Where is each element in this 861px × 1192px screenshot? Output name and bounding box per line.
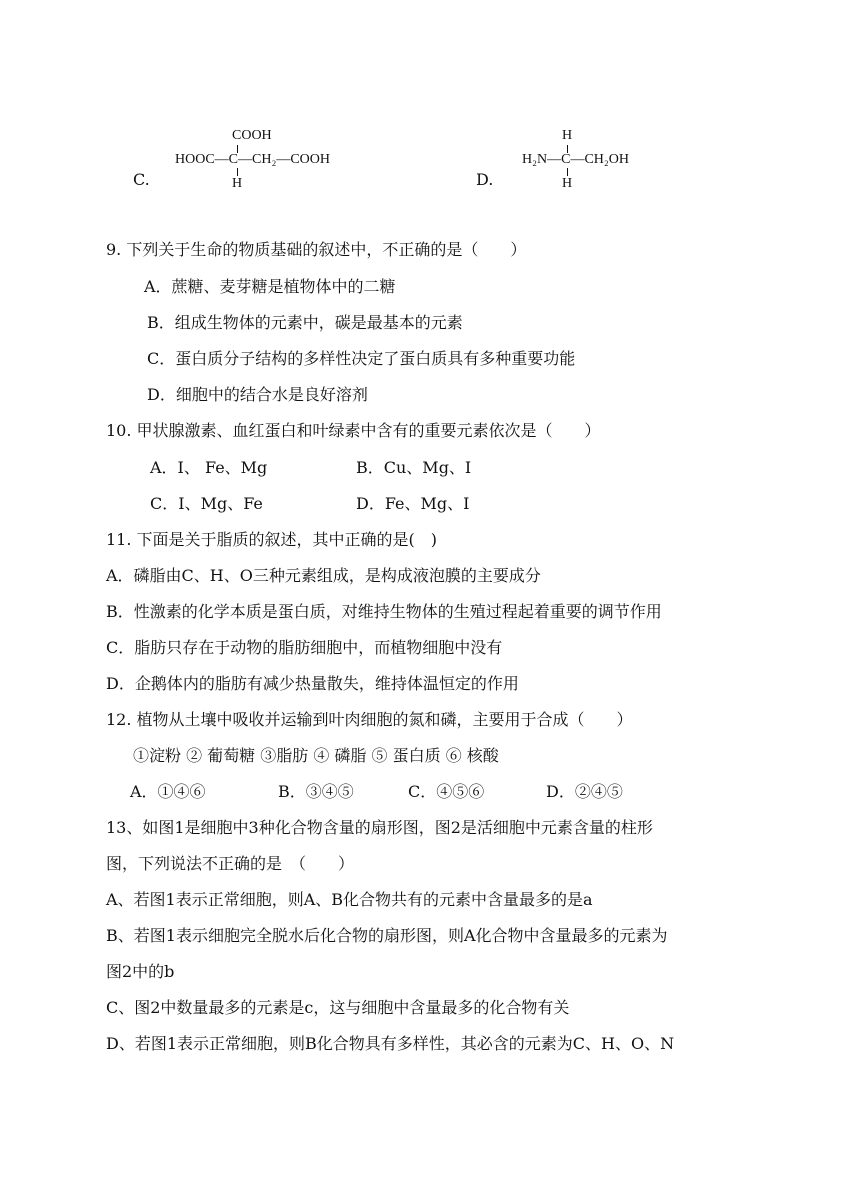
question-13-option-b-line-2: 图2中的b: [106, 962, 175, 981]
question-12-option-d: D．②④⑤: [546, 782, 623, 801]
question-10-stem: 10. 甲状腺激素、血红蛋白和叶绿素中含有的重要元素依次是（ ）: [106, 421, 601, 440]
question-12-option-a: A．①④⑥: [130, 782, 206, 801]
question-11-stem: 11. 下面是关于脂质的叙述，其中正确的是( ): [106, 530, 438, 549]
formula-c-bond-bottom: [237, 168, 238, 176]
formula-d-bond-bottom: [567, 168, 568, 176]
question-11-option-b: B．性激素的化学本质是蛋白质，对维持生物体的生殖过程起着重要的调节作用: [106, 602, 662, 621]
question-12-option-c: C．④⑤⑥: [408, 782, 485, 801]
question-11-option-a: A．磷脂由C、H、O三种元素组成，是构成液泡膜的主要成分: [106, 566, 541, 585]
question-12-stem: 12. 植物从土壤中吸收并运输到叶肉细胞的氮和磷，主要用于合成（ ）: [106, 710, 633, 729]
question-9-stem: 9. 下列关于生命的物质基础的叙述中，不正确的是（ ）: [106, 240, 527, 259]
question-13-option-b-line-1: B、若图1表示细胞完全脱水后化合物的扇形图，则A化合物中含量最多的元素为: [106, 926, 668, 945]
question-10-option-d: D．Fe、Mg、I: [356, 494, 470, 513]
formula-d-main-chain: H₂N—C—CH₂OH: [522, 152, 629, 167]
question-13-stem-line-2: 图，下列说法不正确的是 （ ）: [106, 854, 355, 873]
formula-d-bottom-group: H: [562, 176, 573, 191]
formula-d-top-group: H: [562, 128, 573, 143]
formula-c-top-group: COOH: [232, 128, 272, 143]
question-9-option-c: C．蛋白质分子结构的多样性决定了蛋白质具有多种重要功能: [147, 349, 576, 368]
question-12-option-b: B．③④⑤: [278, 782, 354, 801]
question-13-stem-line-1: 13、如图1是细胞中3种化合物含量的扇形图，图2是活细胞中元素含量的柱形: [106, 818, 653, 837]
formula-c-main-chain: HOOC—C—CH₂—COOH: [175, 152, 331, 167]
question-9-option-a: A．蔗糖、麦芽糖是植物体中的二糖: [144, 277, 396, 296]
formula-c-bottom-group: H: [232, 176, 243, 191]
question-9-option-d: D．细胞中的结合水是良好溶剂: [147, 385, 368, 404]
question-11-option-c: C．脂肪只存在于动物的脂肪细胞中，而植物细胞中没有: [106, 638, 503, 657]
question-13-option-c: C、图2中数量最多的元素是c，这与细胞中含量最多的化合物有关: [106, 998, 570, 1017]
question-10-option-a: A．I、 Fe、Mg: [150, 458, 268, 477]
formula-d-label: D.: [476, 170, 494, 189]
question-13-option-a: A、若图1表示正常细胞，则A、B化合物共有的元素中含量最多的是a: [106, 890, 593, 909]
question-10-option-c: C．I、Mg、Fe: [150, 494, 263, 513]
formula-c-label: C.: [133, 170, 150, 189]
question-12-items: ①淀粉 ② 葡萄糖 ③脂肪 ④ 磷脂 ⑤ 蛋白质 ⑥ 核酸: [133, 746, 499, 765]
question-9-option-b: B．组成生物体的元素中，碳是最基本的元素: [147, 313, 463, 332]
question-13-option-d: D、若图1表示正常细胞，则B化合物具有多样性，其必含的元素为C、H、O、N: [106, 1034, 675, 1053]
question-10-option-b: B．Cu、Mg、I: [356, 458, 472, 477]
question-11-option-d: D．企鹅体内的脂肪有减少热量散失，维持体温恒定的作用: [106, 674, 519, 693]
